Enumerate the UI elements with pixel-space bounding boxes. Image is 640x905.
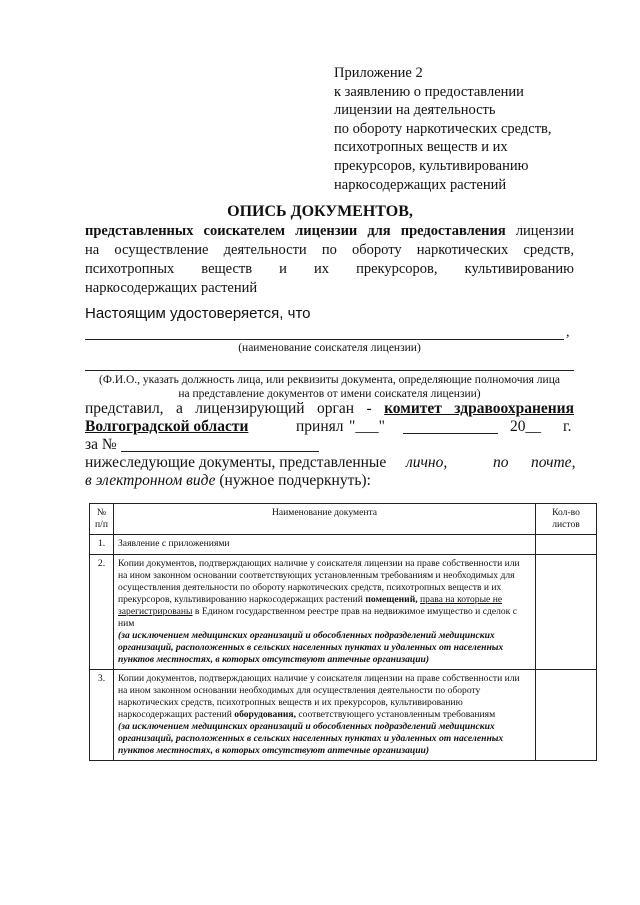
row-bold-word: оборудования, bbox=[234, 709, 296, 720]
row-note: (за исключением медицинских организаций и обособленных подразделений медицинских организаций, расположенных в сельских населенных пунктах и удаленных от населенных пунктов местностях, в которых отсутствуют аптечные организации) bbox=[118, 630, 504, 665]
annex-heading bbox=[334, 64, 604, 194]
day-field[interactable]: "___" bbox=[349, 418, 385, 435]
row-bold-word: помещений, bbox=[365, 594, 418, 605]
year-field[interactable]: 20__ bbox=[510, 418, 541, 435]
row-num: 1. bbox=[90, 535, 114, 555]
header-name: Наименование документа bbox=[114, 504, 536, 535]
fio-caption bbox=[85, 373, 574, 401]
subtitle-text: на осуществление деятельности по обороту наркотических средств, bbox=[85, 242, 574, 258]
row-text-tail: в Едином государственном реестре прав на недвижимое имущество и сделок с ним bbox=[118, 606, 517, 629]
header-count: Кол-во листов bbox=[536, 504, 597, 535]
accepted-text: принял bbox=[296, 418, 344, 435]
year-unit: г. bbox=[563, 418, 572, 435]
fio-caption-line: на представление документов от имени соискателя лицензии) bbox=[178, 388, 481, 400]
comma: , bbox=[566, 325, 570, 340]
representative-field[interactable] bbox=[85, 370, 574, 371]
mode-by: по bbox=[493, 454, 509, 471]
subtitle-bold: представленных соискателем лицензии для предоставления bbox=[85, 223, 506, 239]
presented-text: представил, а лицензирующий орган - bbox=[85, 400, 372, 417]
row-num: 2. bbox=[90, 555, 114, 670]
certify-text: Настоящим удостоверяется, что bbox=[85, 305, 311, 322]
applicant-name-field[interactable] bbox=[85, 339, 564, 340]
fio-caption-line: (Ф.И.О., указать должность лица, или реквизиты документа, определяющие полномочия лица bbox=[99, 374, 560, 386]
table-header-row bbox=[90, 504, 597, 535]
annex-line: к заявлению о предоставлении bbox=[334, 83, 524, 100]
row-num: 3. bbox=[90, 670, 114, 761]
table-row bbox=[90, 555, 597, 670]
number-line bbox=[85, 436, 574, 454]
row-text-main: Копии документов, подтверждающих наличие у соискателя лицензии на праве собственности или на ином законном основании необходимых для осуществления деятельности по обороту наркотических средств, психотропных веществ и их прекурсоров, культивированию наркосодержащих растений bbox=[118, 673, 520, 720]
row-text-main: Копии документов, подтверждающих наличие у соискателя лицензии на праве собственности или на ином законном основании соответствующих установленным требованиям и необходимых для осуществления деятельности по обороту наркотических средств, психотропных веществ и их прекурсоров, культивированию наркосодержащих растений bbox=[118, 558, 520, 605]
docs-line bbox=[85, 454, 574, 472]
row-count-cell[interactable] bbox=[536, 535, 597, 555]
mode-electronic[interactable]: в электронном виде bbox=[85, 472, 216, 489]
row-text-tail: соответствующего установленным требованиям bbox=[298, 709, 496, 720]
subtitle-text: лицензии bbox=[515, 223, 575, 239]
organ-line bbox=[85, 418, 574, 436]
document-title: ОПИСЬ ДОКУМЕНТОВ, bbox=[227, 203, 413, 220]
row-text: Заявление с приложениями bbox=[114, 535, 536, 555]
mode-line bbox=[85, 472, 574, 490]
docs-text: нижеследующие документы, представленные bbox=[85, 454, 387, 471]
month-field[interactable] bbox=[403, 433, 498, 434]
header-num: № п/п bbox=[90, 504, 114, 535]
annex-line: по обороту наркотических средств, bbox=[334, 120, 552, 137]
row-count-cell[interactable] bbox=[536, 555, 597, 670]
document-subtitle bbox=[85, 222, 574, 298]
applicant-caption: (наименование соискателя лицензии) bbox=[238, 342, 421, 354]
subtitle-text: психотропных веществ и их прекурсоров, культивированию bbox=[85, 261, 574, 277]
mode-mail[interactable]: почте, bbox=[531, 454, 576, 471]
row-text bbox=[114, 555, 536, 670]
row-count-cell[interactable] bbox=[536, 670, 597, 761]
mode-hint: (нужное подчеркнуть): bbox=[219, 472, 371, 489]
documents-table bbox=[89, 503, 597, 761]
annex-line: Приложение 2 bbox=[334, 65, 423, 81]
row-note: (за исключением медицинских организаций и обособленных подразделений медицинских организаций, расположенных в сельских населенных пунктах и удаленных от населенных пунктов местностях, в которых отсутствуют аптечные организации) bbox=[118, 721, 504, 756]
number-field[interactable] bbox=[121, 451, 319, 452]
presented-line bbox=[85, 400, 574, 418]
annex-line: прекурсоров, культивированию bbox=[334, 157, 529, 174]
annex-line: психотропных веществ и их bbox=[334, 139, 508, 156]
row-underlined: права на которые не зарегистрированы bbox=[118, 594, 503, 617]
organ-name: Волгоградской области bbox=[85, 418, 249, 435]
table-row bbox=[90, 535, 597, 555]
annex-line: наркосодержащих растений bbox=[334, 176, 507, 193]
row-text bbox=[114, 670, 536, 761]
subtitle-text: наркосодержащих растений bbox=[85, 280, 258, 296]
table-row bbox=[90, 670, 597, 761]
organ-name: комитет здравоохранения bbox=[384, 400, 574, 417]
mode-personal[interactable]: лично, bbox=[406, 454, 448, 471]
number-label: за № bbox=[85, 436, 117, 453]
annex-line: лицензии на деятельность bbox=[334, 102, 496, 119]
